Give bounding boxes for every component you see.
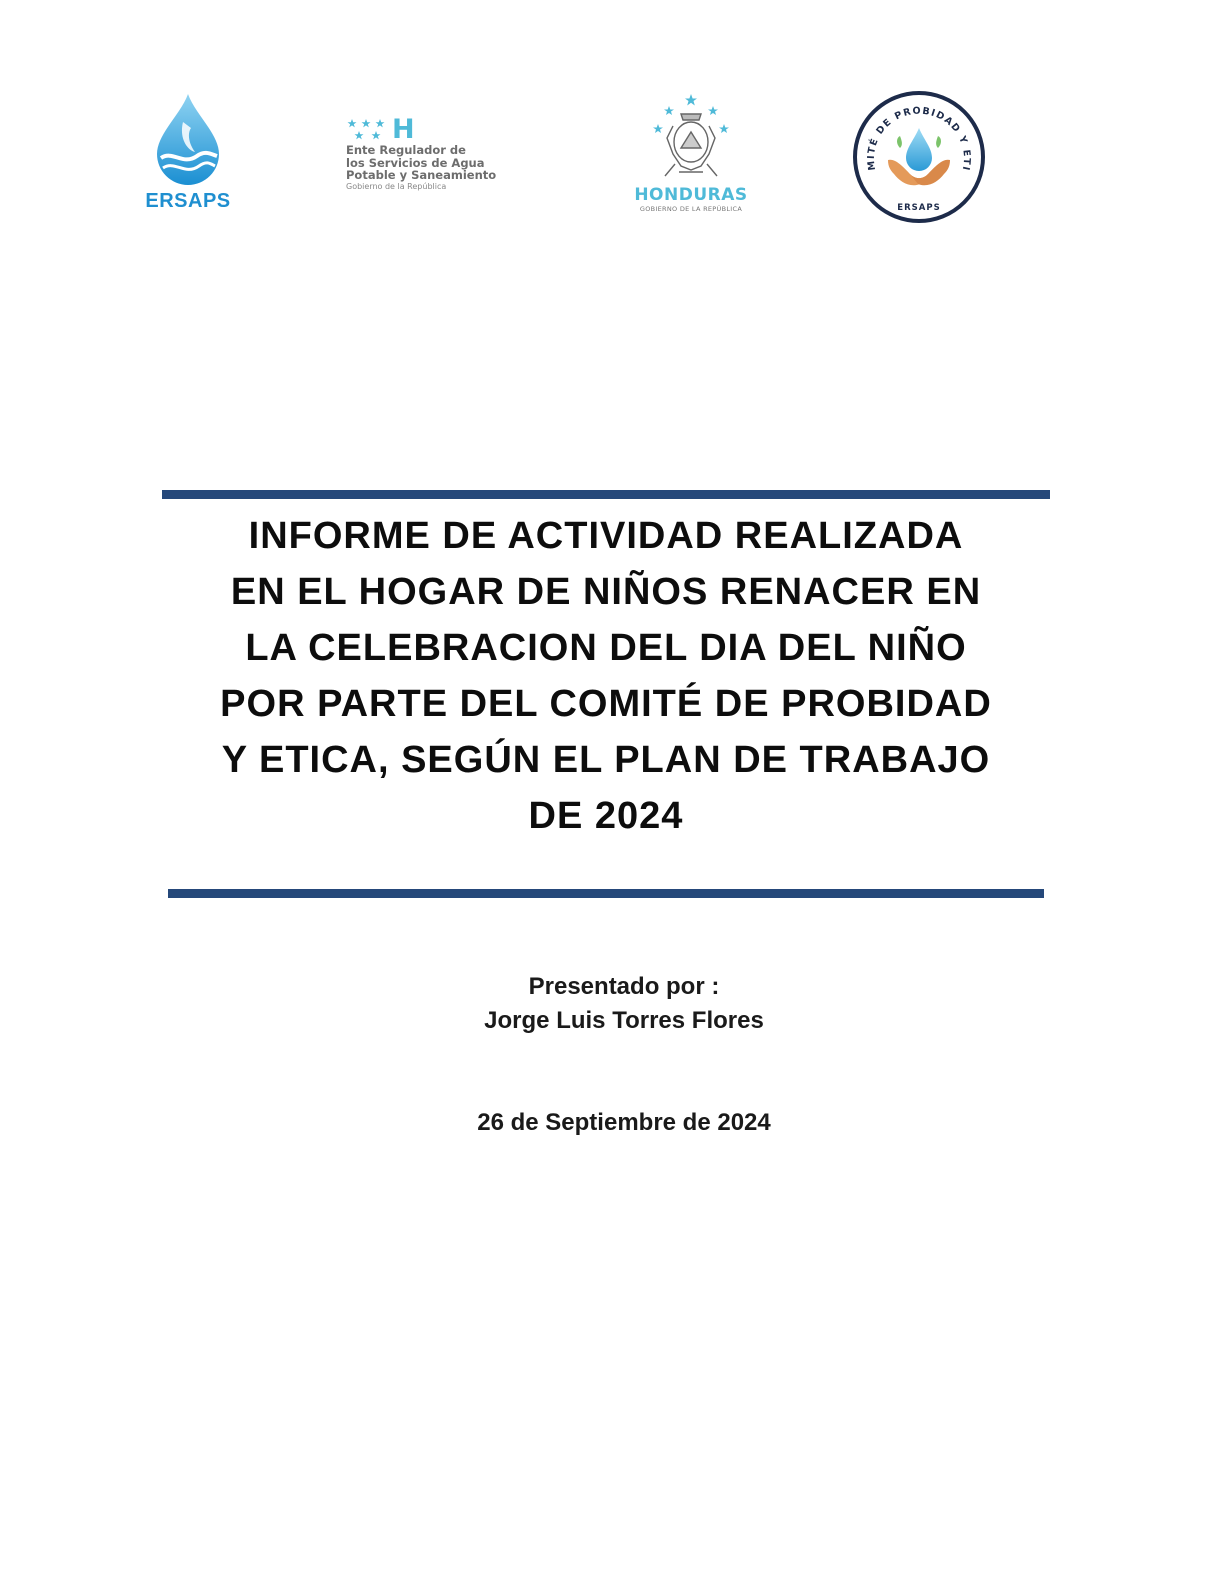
ente-regulador-logo: [346, 114, 546, 198]
water-drop-icon: [153, 92, 223, 188]
comite-probidad-seal: [850, 88, 988, 226]
ente-line-1: Ente Regulador de: [346, 143, 466, 157]
title-line: POR PARTE DEL COMITÉ DE PROBIDAD: [220, 683, 992, 725]
ersaps-logo-text: ERSAPS: [145, 190, 231, 212]
honduras-logo-text: HONDURAS: [634, 185, 748, 205]
ente-regulador-name: [346, 144, 546, 182]
honduras-logo-subline: GOBIERNO DE LA REPÚBLICA: [639, 205, 743, 213]
title-line: DE 2024: [528, 795, 684, 837]
seal-bottom-text: ERSAPS: [897, 203, 941, 213]
presenter-block: [324, 970, 924, 1038]
presenter-name: Jorge Luis Torres Flores: [484, 1007, 764, 1034]
ente-regulador-mark: [346, 114, 546, 145]
ente-line-2: los Servicios de Agua: [346, 155, 485, 170]
honduras-logo: [618, 92, 764, 214]
title-top-rule: [162, 490, 1050, 499]
hands-water-drop-icon: [850, 88, 988, 226]
report-date: 26 de Septiembre de 2024: [477, 1109, 771, 1136]
ente-regulador-subline: Gobierno de la República: [346, 181, 447, 191]
title-bottom-rule: [168, 889, 1044, 898]
ersaps-logo: [140, 92, 236, 222]
title-line: LA CELEBRACION DEL DIA DEL NIÑO: [245, 627, 967, 669]
presented-by-label: Presentado por :: [528, 973, 720, 1000]
coat-of-arms-icon: [651, 92, 731, 182]
title-line: INFORME DE ACTIVIDAD REALIZADA: [248, 515, 964, 557]
title-line: EN EL HOGAR DE NIÑOS RENACER EN: [230, 571, 982, 613]
report-title: [150, 508, 1062, 844]
title-line: Y ETICA, SEGÚN EL PLAN DE TRABAJO: [221, 739, 991, 781]
ente-line-3: Potable y Saneamiento: [346, 168, 497, 182]
stars-icon: [346, 118, 390, 142]
seal-ring-text: MITÉ DE PROBIDAD Y ETI: [865, 105, 973, 173]
ente-regulador-h: H: [392, 114, 415, 145]
